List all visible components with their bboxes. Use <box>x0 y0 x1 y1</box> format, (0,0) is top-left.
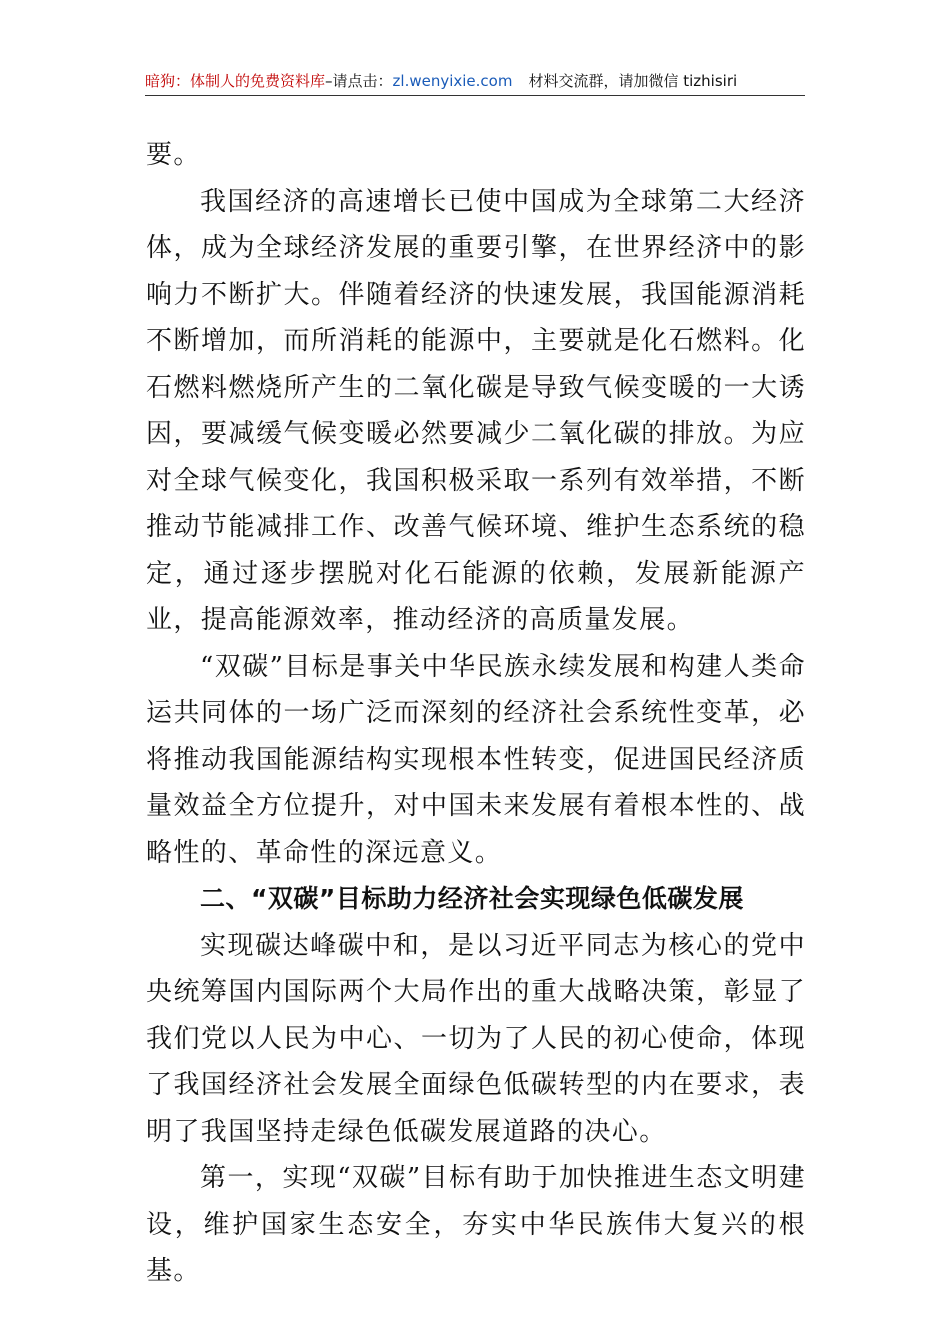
header-click-prefix: –请点击： <box>325 72 393 90</box>
header-brand: 暗狗：体制人的免费资料库 <box>145 72 326 90</box>
header-url-link[interactable]: zl.wenyixie.com <box>392 72 513 90</box>
paragraph-dual-carbon-significance: “双碳”目标是事关中华民族永续发展和构建人类命运共同体的一场广泛而深刻的经济社会系统性变革，必将推动我国能源结构实现根本性转变，促进国民经济质量效益全方位提升，对中国未来发展有着根本性的、战略性的、革命性的深远意义。 <box>146 651 806 868</box>
page-header <box>145 68 805 94</box>
header-group-note: 材料交流群，请加微信 tizhisiri <box>528 72 738 90</box>
header-divider <box>145 95 805 96</box>
section-heading-2: 二、“双碳”目标助力经济社会实现绿色低碳发展 <box>200 884 744 913</box>
paragraph-economy-growth: 我国经济的高速增长已使中国成为全球第二大经济体，成为全球经济发展的重要引擎，在世界经济中的影响力不断扩大。伴随着经济的快速发展，我国能源消耗不断增加，而所消耗的能源中，主要就是化石燃料。化石燃料燃烧所产生的二氧化碳是导致气候变暖的一大诱因，要减缓气候变暖必然要减少二氧化碳的排放。为应对全球气候变化，我国积极采取一系列有效举措，不断推动节能减排工作、改善气候环境、维护生态系统的稳定，通过逐步摆脱对化石能源的依赖，发展新能源产业，提高能源效率，推动经济的高质量发展。 <box>146 186 806 635</box>
paragraph-continuation: 要。 <box>146 140 201 170</box>
document-body <box>146 132 806 1295</box>
paragraph-strategic-decision: 实现碳达峰碳中和，是以习近平同志为核心的党中央统筹国内国际两个大局作出的重大战略决策，彰显了我们党以人民为中心、一切为了人民的初心使命，体现了我国经济社会发展全面绿色低碳转型的内在要求，表明了我国坚持走绿色低碳发展道路的决心。 <box>146 930 806 1147</box>
paragraph-first-point: 第一，实现“双碳”目标有助于加快推进生态文明建设，维护国家生态安全，夯实中华民族伟大复兴的根基。 <box>146 1163 806 1286</box>
